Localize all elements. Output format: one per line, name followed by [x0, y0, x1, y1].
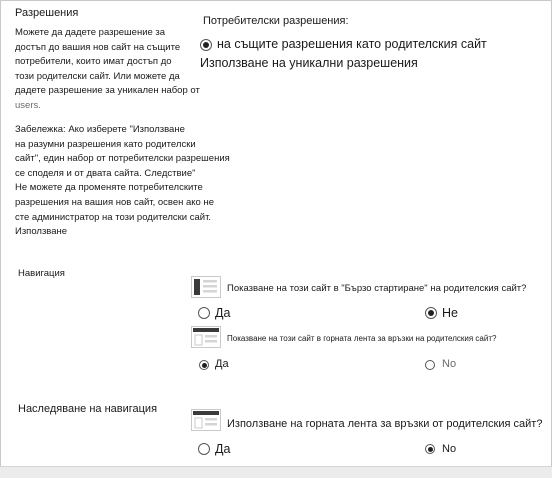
permissions-note-line: Използване [15, 226, 68, 238]
inheritance-no-radio[interactable] [425, 444, 435, 454]
permissions-description-line: дадете разрешение за уникален набор от [15, 85, 200, 97]
permissions-note [15, 123, 230, 240]
inheritance-heading: Наследяване на навигация [18, 403, 158, 415]
permissions-description-line: users. [15, 99, 41, 111]
top-link-no-label[interactable]: No [442, 358, 457, 370]
quick-launch-no-radio[interactable] [425, 307, 437, 319]
top-link-bar-icon [191, 326, 221, 348]
quick-launch-no-label[interactable]: Не [442, 306, 458, 320]
quick-launch-yes-label[interactable]: Да [215, 306, 231, 320]
navigation-heading: Навигация [18, 268, 65, 279]
permissions-note-line: сайт", един набор от потребителски разрешения [15, 153, 230, 165]
quick-launch-icon [191, 276, 221, 298]
quick-launch-yes-radio[interactable] [198, 307, 210, 319]
unique-permissions-option[interactable]: Използване на уникални разрешения [200, 56, 418, 70]
top-link-no-radio[interactable] [425, 360, 435, 370]
inheritance-no-label[interactable]: No [442, 443, 457, 455]
quick-launch-question: Показване на този сайт в "Бързо стартиране" на родителския сайт? [227, 283, 527, 294]
permissions-note-line: Не можете да променяте потребителските [15, 182, 203, 194]
permissions-description [15, 26, 200, 114]
permissions-note-line: разрешения на вашия нов сайт, освен ако не [15, 196, 215, 208]
user-permissions-label: Потребителски разрешения: [203, 15, 349, 27]
permissions-note-line: Забележка: Ако изберете "Използване [15, 124, 185, 135]
inheritance-yes-label[interactable]: Да [215, 442, 231, 456]
top-link-yes-radio[interactable] [199, 360, 209, 370]
permissions-note-line: се споделя и от двата сайта. Следствие" [15, 167, 196, 179]
inheritance-question: Използване на горната лента за връзки от родителския сайт? [227, 418, 543, 430]
permissions-description-line: Можете да дадете разрешение за [15, 27, 166, 38]
horizontal-scrollbar[interactable] [0, 466, 552, 478]
permissions-note-line: сте администратор на този родителски сайт. [15, 211, 212, 223]
top-link-question: Показване на този сайт в горната лента за връзки на родителския сайт? [227, 334, 497, 343]
permissions-heading: Разрешения [15, 7, 79, 19]
permissions-note-line: на разумни разрешения като родителски [15, 138, 196, 150]
permissions-description-line: потребители, които имат достъп до [15, 56, 172, 68]
inherit-navigation-icon [191, 409, 221, 431]
same-permissions-radio[interactable] [200, 39, 212, 51]
inheritance-yes-radio[interactable] [198, 443, 210, 455]
same-permissions-label[interactable]: на същите разрешения като родителския сайт [217, 37, 487, 51]
permissions-description-line: този родителски сайт. Или можете да [15, 70, 180, 82]
top-link-yes-label[interactable]: Да [215, 358, 229, 370]
permissions-description-line: достъп до вашия нов сайт на същите [15, 41, 181, 53]
